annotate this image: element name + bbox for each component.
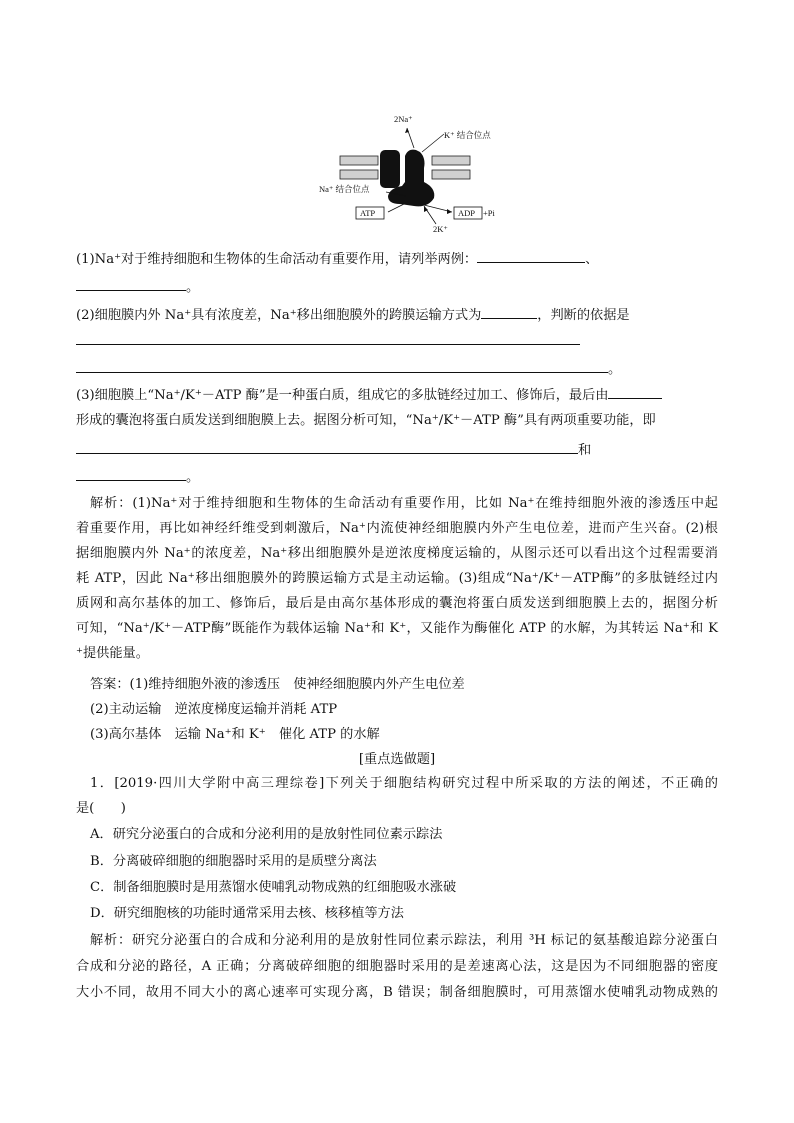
q3-end: 。 <box>186 470 200 485</box>
k-site-pointer <box>422 134 444 152</box>
membrane-block-upper-right <box>432 156 470 165</box>
label-atp: ATP <box>360 208 376 218</box>
analysis-line-5: 质网和高尔基体的加工、修饰后，最后是由高尔基体形成的囊泡将蛋白质发送到细胞膜上去的，据图分析 <box>76 596 718 611</box>
question1-option-d: D．研究细胞核的功能时通常采用去核、核移植等方法 <box>90 906 404 921</box>
pump-protein-left <box>380 150 400 188</box>
q3-text-1: (3)细胞膜上“Na⁺/K⁺－ATP 酶”是一种蛋白质，组成它的多肽链经过加工、修饰后，最后由 <box>76 388 609 403</box>
label-pi: +Pi <box>483 208 495 218</box>
question1-analysis-line-1: 解析：研究分泌蛋白的合成和分泌利用的是放射性同位素示踪法，利用 ³H 标记的氨基酸追踪分泌蛋白 <box>90 933 718 948</box>
answer-line-3: (3)高尔基体 运输 Na⁺和 K⁺ 催化 ATP 的水解 <box>90 727 380 742</box>
label-adp: ADP <box>458 208 476 218</box>
question1-option-b: B．分离破碎细胞的细胞器时采用的是质壁分离法 <box>90 854 377 869</box>
q1-separator: 、 <box>585 252 599 267</box>
q2-text-a: (2)细胞膜内外 Na⁺具有浓度差，Na⁺移出细胞膜外的跨膜运输方式为 <box>76 308 482 323</box>
question1-stem-line-2: 是( ) <box>76 801 126 816</box>
question1-option-c: C．制备细胞膜时是用蒸馏水使哺乳动物成熟的红细胞吸水涨破 <box>90 880 457 895</box>
q2-blank-method[interactable] <box>481 304 537 319</box>
q2-end: 。 <box>608 362 622 377</box>
q3-blank-organelle[interactable] <box>608 384 662 399</box>
q1-line <box>76 248 718 269</box>
q2-blank-reason-1[interactable] <box>76 330 580 345</box>
na-k-pump-diagram <box>316 112 506 236</box>
label-2na: 2Na⁺ <box>394 114 413 124</box>
q2-line-2 <box>76 330 718 351</box>
question1-option-a: A．研究分泌蛋白的合成和分泌利用的是放射性同位素示踪法 <box>90 827 443 842</box>
answer-line-1: 答案：(1)维持细胞外液的渗透压 使神经细胞膜内外产生电位差 <box>90 677 465 692</box>
q2-blank-reason-2[interactable] <box>76 358 608 373</box>
membrane-block-upper-left <box>340 156 378 165</box>
q2-line-1 <box>76 304 718 325</box>
q1-blank-2[interactable] <box>76 276 186 291</box>
q3-blank-function-2[interactable] <box>76 466 186 481</box>
answer-line-2: (2)主动运输 逆浓度梯度运输并消耗 ATP <box>90 702 338 717</box>
label-k-binding-site: K⁺ 结合位点 <box>444 130 491 140</box>
q2-line-3 <box>76 358 718 379</box>
analysis-line-7: ⁺提供能量。 <box>76 646 149 661</box>
q1-end: 。 <box>186 280 200 295</box>
question1-analysis-line-3: 大小不同，故用不同大小的离心速率可实现分离，B 错误；制备细胞膜时，可用蒸馏水使哺乳动物成熟的 <box>76 985 718 1000</box>
q3-blank-function-1[interactable] <box>76 439 578 454</box>
membrane-block-lower-left <box>340 170 378 179</box>
q3-line-4 <box>76 466 718 487</box>
membrane-block-lower-right <box>432 170 470 179</box>
q3-line-3 <box>76 439 718 460</box>
analysis-line-6: 可知，“Na⁺/K⁺－ATP酶”既能作为载体运输 Na⁺和 K⁺，又能作为酶催化 ATP 的水解，为其转运 Na⁺和 K <box>76 621 718 636</box>
label-na-binding-site: Na⁺ 结合位点 <box>319 184 370 194</box>
analysis-line-4: 耗 ATP，因此 Na⁺移出细胞膜外的跨膜运输方式是主动运输。(3)组成“Na⁺/K⁺－ATP酶”的多肽链经过内 <box>76 571 718 586</box>
q1-text: (1)Na⁺对于维持细胞和生物体的生命活动有重要作用，请列举两例： <box>76 252 478 267</box>
question1-analysis-line-2: 合成和分泌的路径，A 正确；分离破碎细胞的细胞器时采用的是差速离心法，这是因为不同细胞器的密度 <box>76 959 718 974</box>
q1-line-2 <box>76 276 718 297</box>
q3-line-2 <box>76 412 718 430</box>
q3-line-1 <box>76 384 718 405</box>
question1-stem-line-1: 1．[2019·四川大学附中高三理综卷]下列关于细胞结构研究过程中所采取的方法的阐述，不正确的 <box>90 776 718 791</box>
analysis-line-2: 着重要作用，再比如神经纤维受到刺激后，Na⁺内流使神经细胞膜内外产生电位差，进而产生兴奋。(2)根 <box>76 521 718 536</box>
q3-and: 和 <box>578 443 592 458</box>
q1-blank-1[interactable] <box>477 248 585 263</box>
label-2k: 2K⁺ <box>433 224 448 234</box>
analysis-line-3: 据细胞膜内外 Na⁺的浓度差，Na⁺移出细胞膜外是逆浓度梯度运输的，从图示还可以看出这个过程需要消 <box>76 546 718 561</box>
section-title: [重点选做题] <box>358 752 436 767</box>
q2-text-b: ，判断的依据是 <box>537 308 630 323</box>
analysis-line-1: 解析：(1)Na⁺对于维持细胞和生物体的生命活动有重要作用，比如 Na⁺在维持细胞外液的渗透压中起 <box>90 496 718 511</box>
q3-text-2: 形成的囊泡将蛋白质发送到细胞膜上去。据图分析可知，“Na⁺/K⁺－ATP 酶”具有两项重要功能，即 <box>76 413 656 428</box>
